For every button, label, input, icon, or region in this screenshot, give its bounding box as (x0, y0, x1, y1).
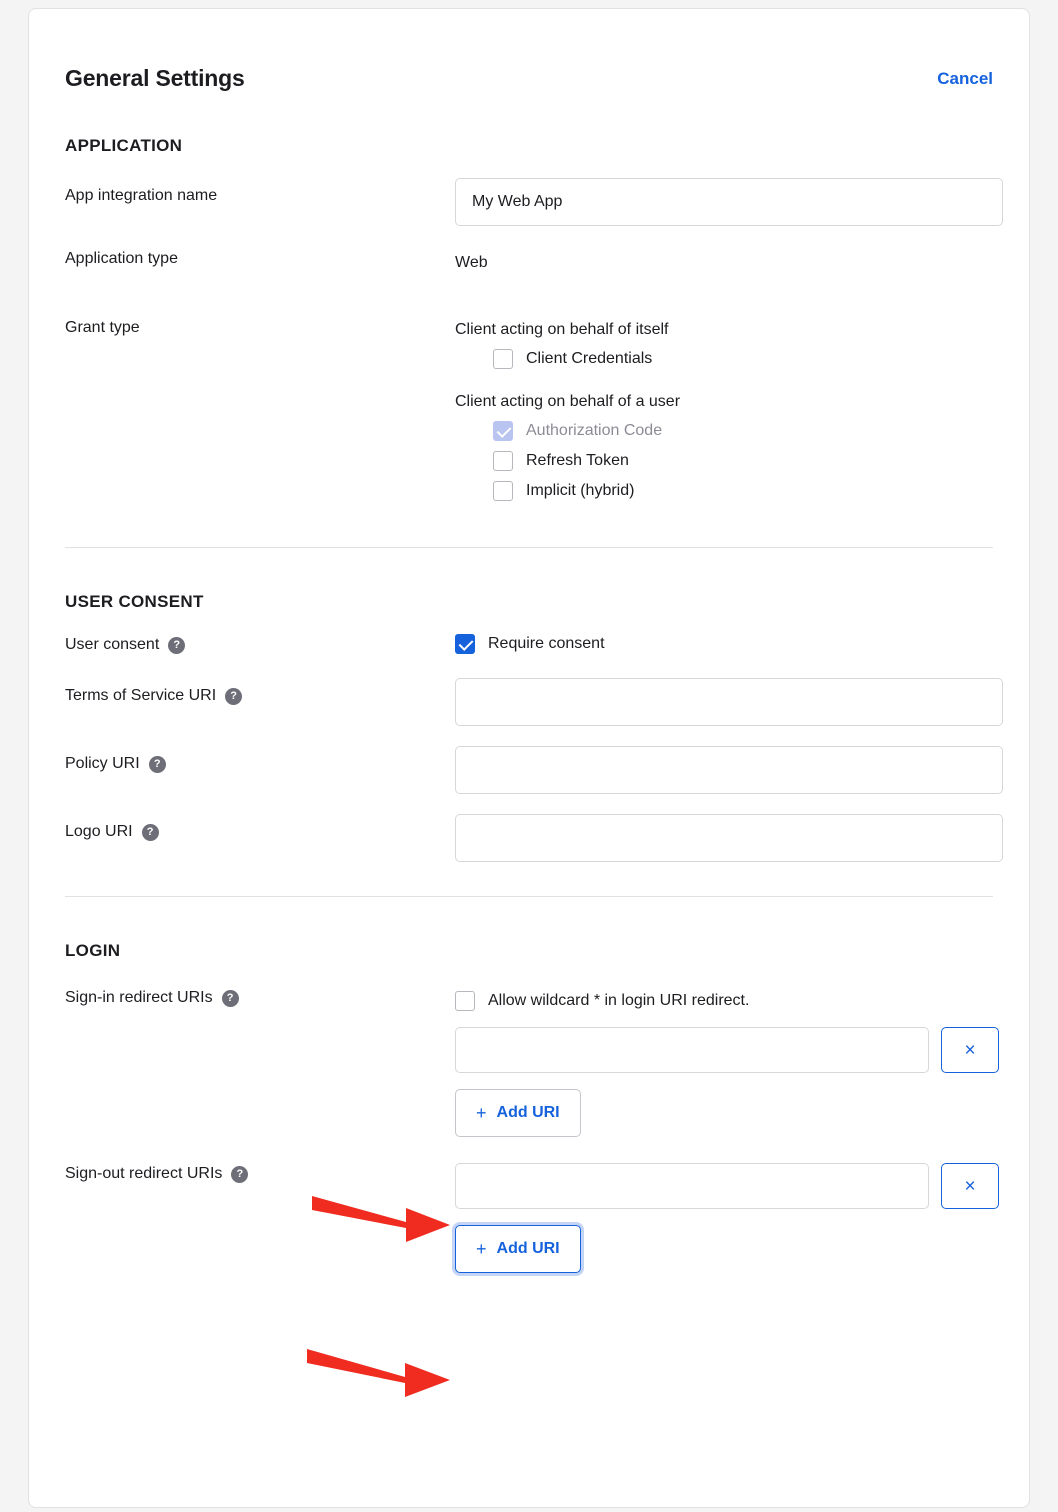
app-integration-name-label: App integration name (65, 187, 218, 204)
grant-implicit-hybrid-row[interactable] (493, 481, 993, 501)
signout-redirect-uris-content (455, 1163, 999, 1273)
grant-client-credentials-checkbox[interactable] (493, 349, 513, 369)
grant-authorization-code-checkbox[interactable] (493, 421, 513, 441)
logo-uri-label-text: Logo URI (65, 823, 133, 840)
field-logo-uri (65, 814, 993, 862)
field-policy-uri (65, 746, 993, 794)
field-application-type (65, 248, 993, 272)
field-user-consent (65, 634, 993, 654)
field-app-integration-name (65, 178, 993, 226)
signout-redirect-uris-label (65, 1163, 455, 1183)
logo-uri-label (65, 814, 455, 841)
tos-uri-label (65, 678, 455, 705)
signin-redirect-uris-label (65, 987, 455, 1007)
allow-wildcard-row[interactable] (455, 987, 999, 1011)
field-grant-type (65, 317, 993, 511)
signin-uri-row (455, 1027, 999, 1073)
add-signout-uri-button[interactable] (455, 1225, 581, 1273)
grant-group-self-label: Client acting on behalf of itself (455, 321, 669, 338)
card-header (65, 9, 993, 92)
application-type-label: Application type (65, 250, 178, 267)
policy-uri-input[interactable] (455, 746, 1003, 794)
grant-type-options (455, 317, 993, 511)
grant-authorization-code-label: Authorization Code (526, 422, 663, 439)
policy-uri-label (65, 746, 455, 773)
signin-redirect-uris-content (455, 987, 999, 1137)
grant-implicit-hybrid-label: Implicit (hybrid) (526, 482, 635, 499)
remove-signin-uri-button[interactable]: × (941, 1027, 999, 1073)
section-title-user-consent: USER CONSENT (65, 592, 204, 611)
field-signout-redirect-uris (65, 1163, 993, 1273)
grant-type-label: Grant type (65, 319, 140, 336)
field-signin-redirect-uris (65, 987, 993, 1137)
grant-group-user-label: Client acting on behalf of a user (455, 393, 681, 410)
require-consent-row[interactable] (455, 634, 993, 654)
page-title: General Settings (65, 65, 245, 91)
signout-redirect-uris-label-text: Sign-out redirect URIs (65, 1165, 223, 1182)
plus-icon: + (476, 1102, 487, 1123)
help-icon[interactable]: ? (222, 990, 239, 1007)
grant-refresh-token-checkbox[interactable] (493, 451, 513, 471)
signout-uri-input[interactable] (455, 1163, 929, 1209)
signin-redirect-uris-label-text: Sign-in redirect URIs (65, 989, 213, 1006)
signout-uri-row (455, 1163, 999, 1209)
signin-uri-input[interactable] (455, 1027, 929, 1073)
policy-uri-label-text: Policy URI (65, 755, 140, 772)
require-consent-label: Require consent (488, 635, 605, 652)
user-consent-label (65, 634, 455, 654)
allow-wildcard-label: Allow wildcard * in login URI redirect. (488, 992, 750, 1009)
grant-implicit-hybrid-checkbox[interactable] (493, 481, 513, 501)
grant-client-credentials-label: Client Credentials (526, 350, 653, 367)
help-icon[interactable]: ? (149, 756, 166, 773)
help-icon[interactable]: ? (231, 1166, 248, 1183)
tos-uri-label-text: Terms of Service URI (65, 687, 217, 704)
remove-signout-uri-button[interactable]: × (941, 1163, 999, 1209)
require-consent-checkbox[interactable] (455, 634, 475, 654)
cancel-button[interactable]: Cancel (937, 68, 993, 88)
logo-uri-input[interactable] (455, 814, 1003, 862)
help-icon[interactable]: ? (142, 824, 159, 841)
application-type-value: Web (455, 254, 488, 271)
allow-wildcard-checkbox[interactable] (455, 991, 475, 1011)
grant-refresh-token-label: Refresh Token (526, 452, 629, 469)
plus-icon: + (476, 1238, 487, 1259)
section-title-login: LOGIN (65, 941, 121, 960)
grant-authorization-code-row[interactable] (493, 421, 993, 441)
divider-user-consent (65, 896, 993, 897)
section-title-application: APPLICATION (65, 136, 183, 155)
help-icon[interactable]: ? (225, 688, 242, 705)
grant-client-credentials-row[interactable] (493, 349, 993, 369)
grant-refresh-token-row[interactable] (493, 451, 993, 471)
general-settings-card (28, 8, 1030, 1508)
app-integration-name-input[interactable] (455, 178, 1003, 226)
add-signin-uri-button[interactable] (455, 1089, 581, 1137)
divider-application (65, 547, 993, 548)
tos-uri-input[interactable] (455, 678, 1003, 726)
field-tos-uri (65, 678, 993, 726)
add-signin-uri-label: Add URI (496, 1104, 560, 1121)
help-icon[interactable]: ? (168, 637, 185, 654)
add-signout-uri-label: Add URI (496, 1240, 560, 1257)
user-consent-label-text: User consent (65, 636, 160, 653)
